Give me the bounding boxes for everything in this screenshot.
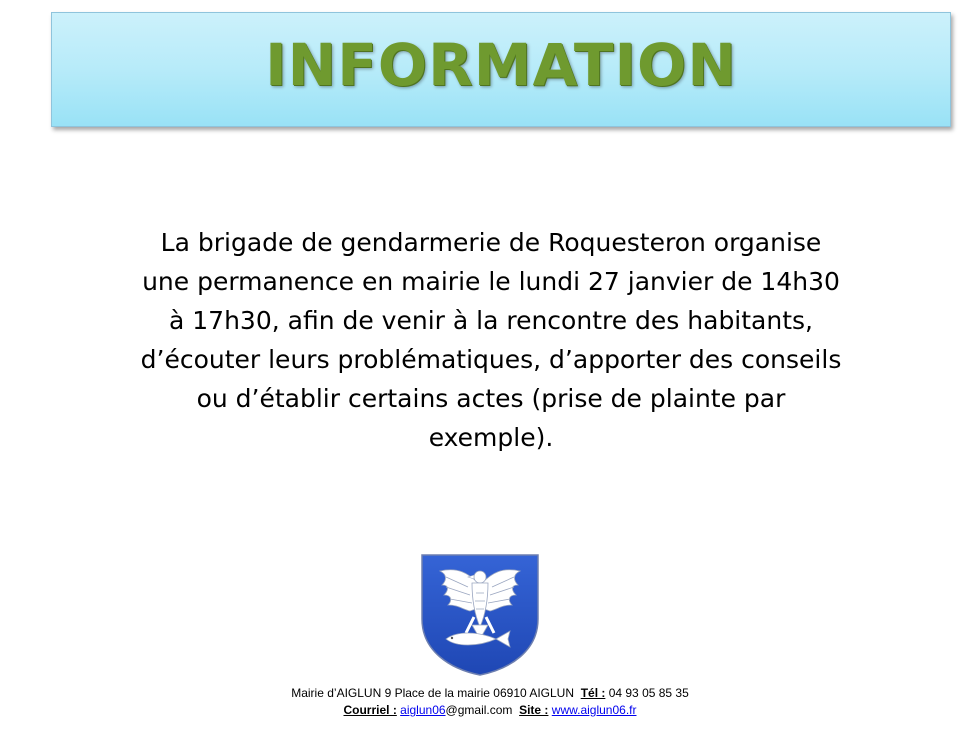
notice-line: exemple).	[428, 423, 554, 452]
notice-line: La brigade de gendarmerie de Roquesteron organise	[160, 228, 822, 257]
coat-of-arms-icon	[418, 553, 542, 677]
footer-line-2	[200, 702, 780, 719]
footer-address: Mairie d’AIGLUN 9 Place de la mairie 06910 AIGLUN	[291, 686, 575, 700]
footer-site-label: Site :	[519, 703, 549, 717]
notice-line: une permanence en mairie le lundi 27 janvier de 14h30	[142, 267, 840, 296]
notice-line: à 17h30, afin de venir à la rencontre des habitants,	[169, 306, 813, 335]
banner-title: INFORMATION	[265, 30, 737, 99]
footer-line-1	[200, 685, 780, 702]
notice-line: d’écouter leurs problématiques, d’apporter des conseils	[140, 345, 842, 374]
footer-mail-label: Courriel :	[343, 703, 397, 717]
information-banner	[51, 12, 951, 127]
notice-line: ou d’établir certains actes (prise de plainte par	[196, 384, 786, 413]
footer-mail-domain: @gmail.com	[445, 703, 513, 717]
footer-mail-link[interactable]: aiglun06	[400, 703, 446, 717]
footer-tel-label: Tél :	[580, 686, 606, 700]
footer	[200, 685, 780, 719]
notice-text	[100, 223, 882, 457]
footer-site-link[interactable]: www.aiglun06.fr	[551, 703, 637, 717]
footer-tel-value: 04 93 05 85 35	[608, 686, 689, 700]
